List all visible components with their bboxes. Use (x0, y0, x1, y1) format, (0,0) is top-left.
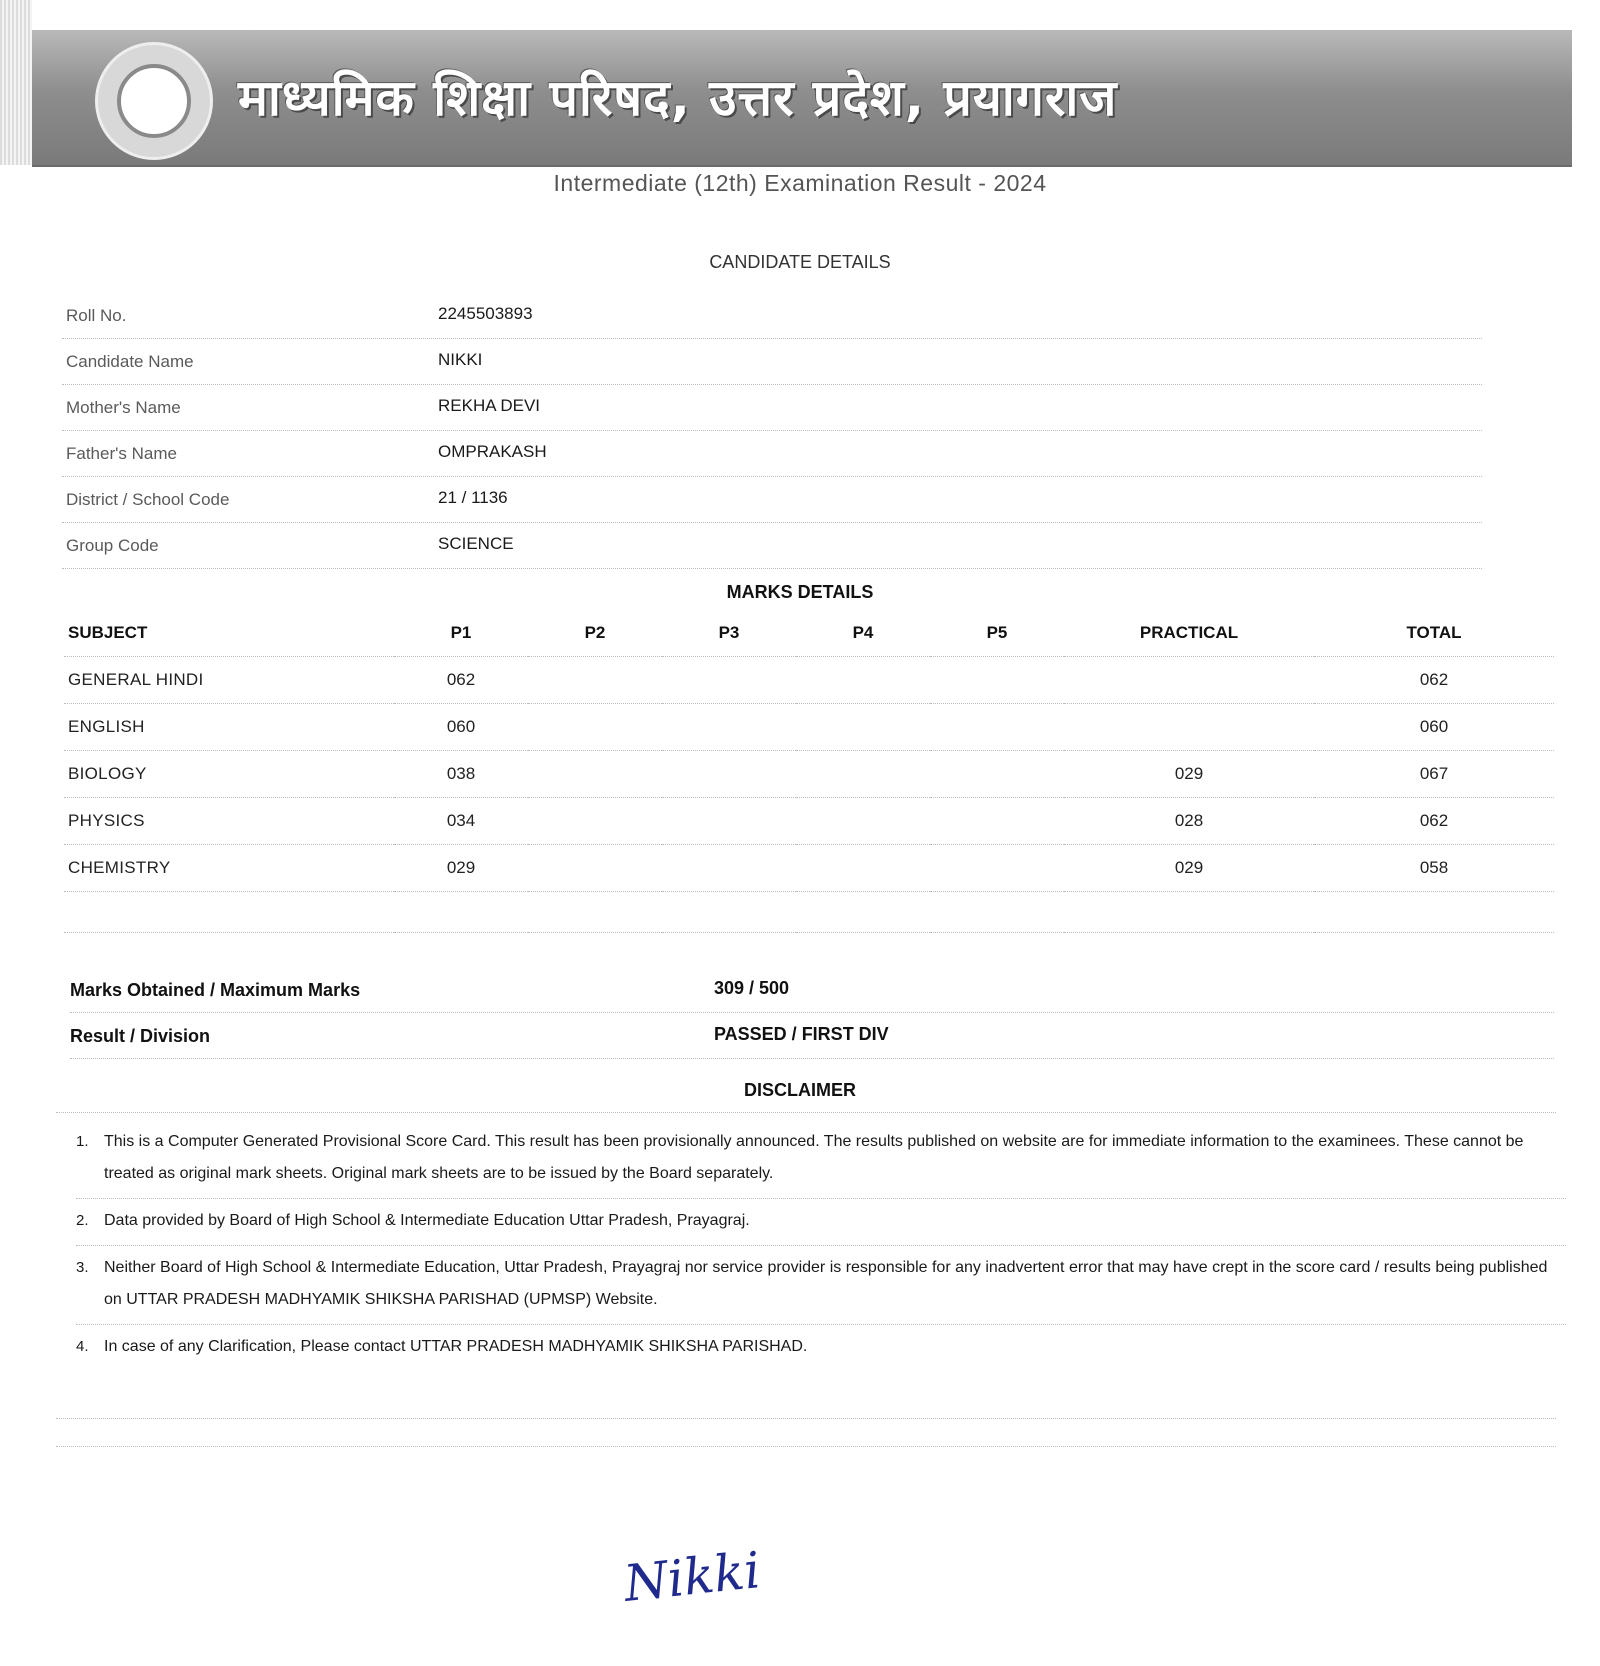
p5-cell (930, 845, 1064, 892)
list-item (76, 1120, 1566, 1199)
divider (56, 1446, 1556, 1447)
item-number: 1. (76, 1133, 89, 1150)
p3-cell (662, 657, 796, 704)
scan-edge (0, 0, 32, 165)
table-spacer-row (64, 892, 1554, 933)
table-row (64, 845, 1554, 892)
detail-value: OMPRAKASH (438, 442, 547, 461)
detail-row (62, 524, 1482, 569)
subject-cell: PHYSICS (64, 798, 394, 845)
subject-cell: CHEMISTRY (64, 845, 394, 892)
total-cell: 062 (1314, 798, 1554, 845)
practical-cell: 029 (1064, 751, 1314, 798)
col-header: P5 (930, 610, 1064, 657)
practical-cell (1064, 704, 1314, 751)
list-item (76, 1246, 1566, 1325)
detail-label: District / School Code (66, 490, 230, 509)
detail-row (62, 386, 1482, 431)
marks-table (64, 610, 1554, 933)
p3-cell (662, 751, 796, 798)
detail-value: SCIENCE (438, 534, 514, 553)
detail-value: REKHA DEVI (438, 396, 541, 415)
p1-cell: 062 (394, 657, 528, 704)
col-header: TOTAL (1314, 610, 1554, 657)
p5-cell (930, 798, 1064, 845)
detail-label: Mother's Name (66, 398, 181, 417)
subject-cell: BIOLOGY (64, 751, 394, 798)
detail-row (62, 478, 1482, 523)
p3-cell (662, 798, 796, 845)
marks-header-row (64, 610, 1554, 657)
disclaimer-list (76, 1120, 1566, 1371)
item-number: 2. (76, 1212, 89, 1229)
total-cell: 062 (1314, 657, 1554, 704)
p5-cell (930, 751, 1064, 798)
p2-cell (528, 657, 662, 704)
p2-cell (528, 798, 662, 845)
col-header: P3 (662, 610, 796, 657)
col-header: P1 (394, 610, 528, 657)
p1-cell: 029 (394, 845, 528, 892)
p4-cell (796, 751, 930, 798)
item-text: In case of any Clarification, Please contact UTTAR PRADESH MADHYAMIK SHIKSHA PARISHAD. (104, 1338, 808, 1355)
detail-row (62, 340, 1482, 385)
p5-cell (930, 657, 1064, 704)
table-row (64, 798, 1554, 845)
col-header: P2 (528, 610, 662, 657)
p5-cell (930, 704, 1064, 751)
exam-title: Intermediate (12th) Examination Result - 2024 (553, 170, 1047, 196)
detail-value: 21 / 1136 (438, 488, 508, 507)
detail-value: NIKKI (438, 350, 483, 369)
total-cell: 058 (1314, 845, 1554, 892)
total-cell: 060 (1314, 704, 1554, 751)
practical-cell: 028 (1064, 798, 1314, 845)
table-row (64, 657, 1554, 704)
p4-cell (796, 657, 930, 704)
practical-cell (1064, 657, 1314, 704)
item-text: Neither Board of High School & Intermediate Education, Uttar Pradesh, Prayagraj nor service provider is responsible for any inadvertent error that may have crept in the score card / results being published on UTTAR PRADESH MADHYAMIK SHIKSHA PARISHAD (UPMSP) Website. (104, 1259, 1548, 1308)
p3-cell (662, 845, 796, 892)
col-header: P4 (796, 610, 930, 657)
item-number: 3. (76, 1259, 89, 1276)
col-header: SUBJECT (64, 610, 394, 657)
p2-cell (528, 751, 662, 798)
result-division-label: Result / Division (70, 1026, 211, 1046)
marks-details-heading: MARKS DETAILS (726, 582, 874, 602)
disclaimer-heading: DISCLAIMER (744, 1080, 856, 1100)
item-number: 4. (76, 1338, 89, 1355)
p3-cell (662, 704, 796, 751)
marks-summary-row (70, 968, 1554, 1013)
p4-cell (796, 798, 930, 845)
divider (56, 1112, 1556, 1113)
p1-cell: 038 (394, 751, 528, 798)
p4-cell (796, 845, 930, 892)
subject-cell: ENGLISH (64, 704, 394, 751)
result-division-value: PASSED / FIRST DIV (714, 1024, 889, 1044)
table-row (64, 704, 1554, 751)
detail-row (62, 432, 1482, 477)
total-cell: 067 (1314, 751, 1554, 798)
p2-cell (528, 845, 662, 892)
detail-label: Father's Name (66, 444, 177, 463)
candidate-details-heading: CANDIDATE DETAILS (709, 252, 891, 272)
p2-cell (528, 704, 662, 751)
detail-label: Group Code (66, 536, 159, 555)
board-title: माध्यमिक शिक्षा परिषद, उत्तर प्रदेश, प्रयागराज (238, 69, 1118, 127)
detail-row (62, 294, 1482, 339)
p4-cell (796, 704, 930, 751)
board-emblem-icon (95, 42, 213, 160)
detail-label: Candidate Name (66, 352, 194, 371)
list-item (76, 1325, 1566, 1371)
result-summary-row (70, 1014, 1554, 1059)
detail-value: 2245503893 (438, 304, 533, 323)
p1-cell: 034 (394, 798, 528, 845)
item-text: This is a Computer Generated Provisional Score Card. This result has been provisionally announced. The results published on website are for immediate information to the examinees. These cannot be treated as original mark sheets. Original mark sheets are to be issued by the Board separately. (104, 1133, 1524, 1182)
marks-obtained-value: 309 / 500 (714, 978, 790, 998)
practical-cell: 029 (1064, 845, 1314, 892)
marks-obtained-label: Marks Obtained / Maximum Marks (70, 980, 361, 1000)
list-item (76, 1199, 1566, 1246)
table-row (64, 751, 1554, 798)
detail-label: Roll No. (66, 306, 127, 325)
p1-cell: 060 (394, 704, 528, 751)
divider (56, 1418, 1556, 1419)
col-header: PRACTICAL (1064, 610, 1314, 657)
item-text: Data provided by Board of High School & Intermediate Education Uttar Pradesh, Prayagraj. (104, 1212, 750, 1229)
subject-cell: GENERAL HINDI (64, 657, 394, 704)
handwritten-signature: Nikki (621, 1541, 763, 1613)
